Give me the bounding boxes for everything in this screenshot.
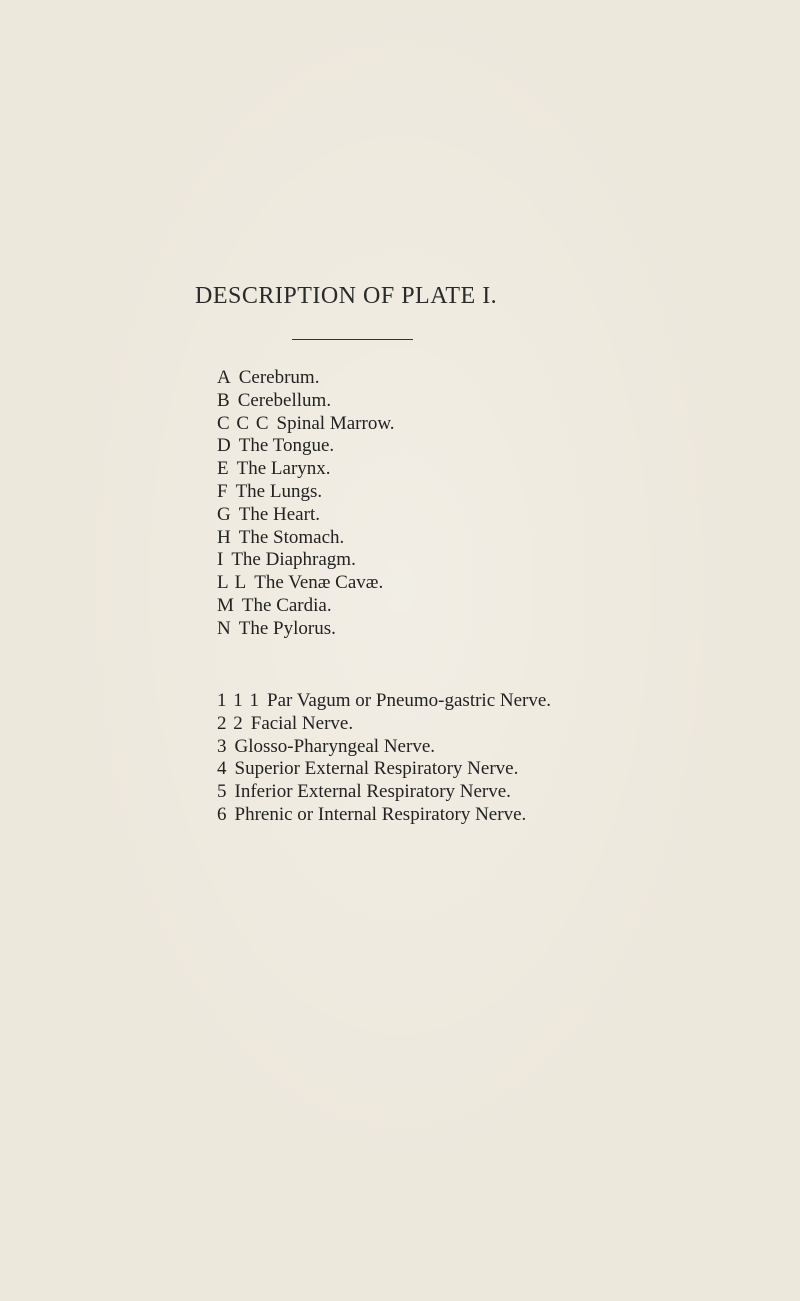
legend-key: 3 — [217, 735, 228, 757]
legend-label: Spinal Marrow. — [276, 412, 395, 434]
number-legend-list — [217, 690, 551, 827]
legend-key: I — [217, 549, 225, 571]
legend-label: Facial Nerve. — [250, 712, 354, 734]
legend-item — [217, 435, 395, 458]
legend-key: C C C — [217, 412, 270, 434]
legend-label: Glosso-Pharyngeal Nerve. — [234, 735, 436, 757]
legend-key: 4 — [217, 758, 228, 780]
title-divider — [292, 339, 413, 340]
legend-item — [217, 458, 395, 481]
legend-item — [217, 413, 395, 436]
legend-key: H — [217, 526, 232, 548]
legend-label: Par Vagum or Pneumo-gastric Nerve. — [267, 690, 552, 711]
legend-item — [217, 736, 551, 759]
legend-label: The Heart. — [238, 503, 320, 525]
legend-key: D — [217, 435, 232, 457]
legend-key: M — [217, 594, 235, 616]
legend-label: Superior External Respiratory Nerve. — [234, 758, 519, 780]
legend-key: 5 — [217, 781, 228, 803]
legend-item — [217, 390, 395, 413]
legend-label: The Diaphragm. — [231, 549, 356, 571]
legend-item — [217, 504, 395, 527]
legend-item — [217, 618, 395, 641]
legend-item — [217, 690, 551, 713]
legend-key: N — [217, 617, 232, 639]
legend-key: A — [217, 367, 232, 388]
legend-key: E — [217, 458, 230, 480]
legend-label: The Tongue. — [238, 435, 335, 457]
legend-key: 6 — [217, 803, 228, 825]
letter-legend-list — [217, 367, 395, 641]
legend-item — [217, 367, 395, 390]
legend-item — [217, 527, 395, 550]
legend-item — [217, 804, 551, 827]
legend-item — [217, 481, 395, 504]
legend-item — [217, 572, 395, 595]
legend-label: Cerebrum. — [238, 367, 320, 388]
legend-label: Cerebellum. — [237, 389, 332, 411]
legend-item — [217, 781, 551, 804]
legend-label: The Pylorus. — [238, 617, 336, 639]
legend-label: Inferior External Respiratory Nerve. — [234, 781, 511, 803]
legend-key: 1 1 1 — [217, 690, 260, 711]
legend-key: B — [217, 389, 231, 411]
legend-item — [217, 713, 551, 736]
legend-key: L L — [217, 572, 248, 594]
legend-label: The Larynx. — [236, 458, 331, 480]
legend-item — [217, 758, 551, 781]
legend-item — [217, 595, 395, 618]
legend-label: The Lungs. — [235, 480, 323, 502]
page-title: DESCRIPTION OF PLATE I. — [195, 283, 498, 309]
legend-label: Phrenic or Internal Respiratory Nerve. — [234, 803, 527, 825]
legend-label: The Cardia. — [241, 594, 332, 616]
legend-key: F — [217, 480, 229, 502]
legend-key: G — [217, 503, 232, 525]
legend-item — [217, 549, 395, 572]
legend-key: 2 2 — [217, 712, 244, 734]
legend-label: The Venæ Cavæ. — [254, 572, 384, 594]
legend-label: The Stomach. — [238, 526, 345, 548]
